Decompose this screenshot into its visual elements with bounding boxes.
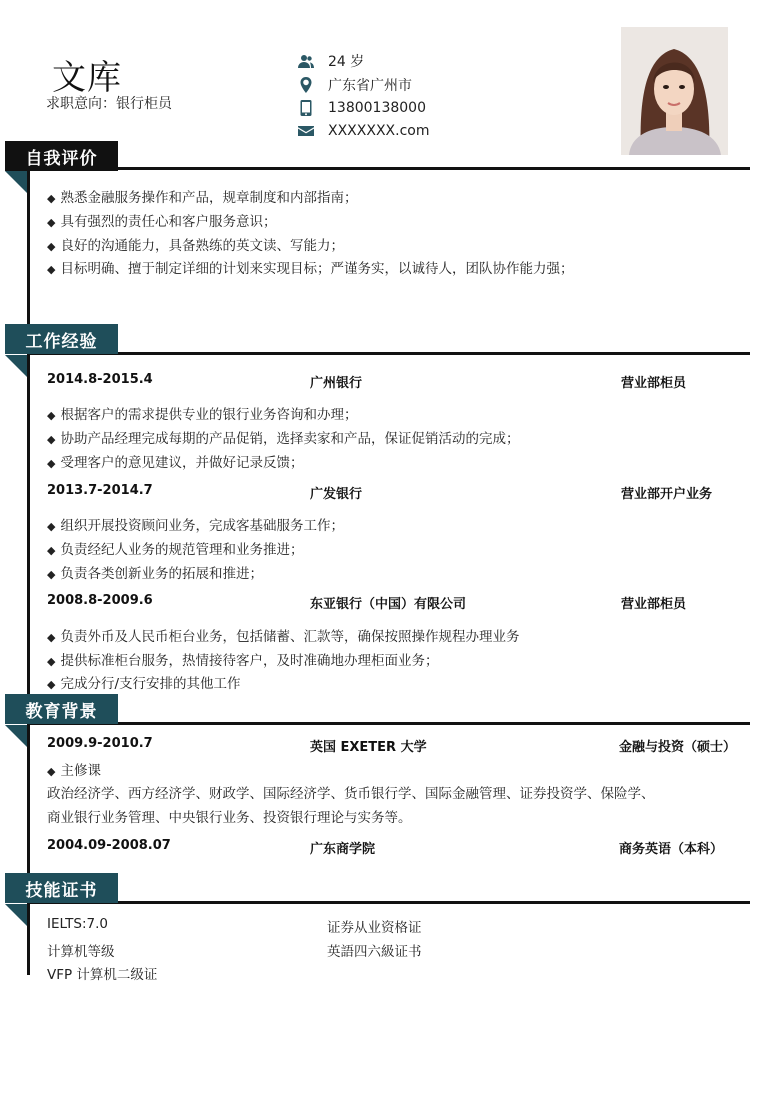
phone-text: 13800138000 <box>328 100 426 116</box>
mail-icon <box>298 123 314 139</box>
section-divider-work <box>27 352 750 355</box>
job-period: 2008.8-2009.6 <box>47 593 153 608</box>
contact-email <box>298 121 430 141</box>
profile-photo <box>621 27 728 155</box>
candidate-name: 文库 <box>52 58 122 98</box>
contact-location <box>298 75 412 95</box>
self-item-2: ◆ 具有强烈的责任心和客户服务意识； <box>47 210 276 230</box>
job-item: ◆ 根据客户的需求提供专业的银行业务咨询和办理； <box>47 403 357 423</box>
job-header <box>47 372 737 392</box>
timeline-line <box>27 165 30 975</box>
section-divider-edu <box>27 722 750 725</box>
course-line: 商业银行业务管理、中央银行业务、投资银行理论与实务等。 <box>47 810 412 826</box>
course-line: 政治经济学、西方经济学、财政学、国际经济学、货币银行学、国际金融管理、证券投资学、保险学、 <box>47 786 655 802</box>
skill-item: VFP 计算机二级证 <box>47 967 158 983</box>
section-fold-skills <box>5 904 27 926</box>
section-divider-skills <box>27 901 750 904</box>
edu-school: 英国 EXETER 大学 <box>310 740 427 755</box>
section-fold-edu <box>5 725 27 747</box>
job-org: 东亚银行（中国）有限公司 <box>310 597 467 612</box>
age-text: 24 岁 <box>328 54 365 70</box>
job-period: 2013.7-2014.7 <box>47 483 153 498</box>
location-icon <box>298 77 314 93</box>
job-header <box>47 483 737 503</box>
section-divider-self <box>27 167 750 170</box>
section-fold-work <box>5 355 27 377</box>
job-item: ◆ 协助产品经理完成每期的产品促销，选择卖家和产品，保证促销活动的完成； <box>47 427 519 447</box>
edu-header <box>47 736 737 756</box>
self-item-1: ◆ 熟悉金融服务操作和产品，规章制度和内部指南； <box>47 186 357 206</box>
edu-header <box>47 838 737 858</box>
section-title-skills: 技能证书 <box>5 873 118 903</box>
job-item: ◆ 负责外币及人民币柜台业务，包括储蓄、汇款等，确保按照操作规程办理业务 <box>47 625 519 645</box>
job-header <box>47 593 737 613</box>
job-item: ◆ 受理客户的意见建议，并做好记录反馈； <box>47 451 303 471</box>
job-role: 营业部柜员 <box>621 376 687 391</box>
section-fold-self <box>5 171 27 193</box>
job-item: ◆ 负责各类创新业务的拓展和推进； <box>47 562 263 582</box>
skill-item: IELTS:7.0 <box>47 916 109 932</box>
job-role: 营业部开户业务 <box>621 487 713 502</box>
self-item-4: ◆ 目标明确、擅于制定详细的计划来实现目标；严谨务实，以诚待人，团队协作能力强； <box>47 257 573 277</box>
job-intent: 求职意向：银行柜员 <box>46 96 172 112</box>
self-item-3: ◆ 良好的沟通能力，具备熟练的英文读、写能力； <box>47 234 344 254</box>
job-item: ◆ 组织开展投资顾问业务，完成客基础服务工作； <box>47 514 344 534</box>
contact-age <box>298 51 364 71</box>
skill-item: 计算机等级 <box>47 944 115 960</box>
edu-period: 2004.09-2008.07 <box>47 838 171 853</box>
course-title: ◆ 主修课 <box>47 759 101 779</box>
job-org: 广州银行 <box>310 376 363 391</box>
job-period: 2014.8-2015.4 <box>47 372 153 387</box>
job-item: ◆ 提供标准柜台服务，热情接待客户，及时准确地办理柜面业务； <box>47 649 438 669</box>
skill-item: 证券从业资格证 <box>327 920 422 936</box>
job-item: ◆ 负责经纪人业务的规范管理和业务推进； <box>47 538 303 558</box>
phone-icon <box>298 100 314 116</box>
edu-major: 金融与投资（硕士） <box>619 740 737 755</box>
edu-major: 商务英语（本科） <box>619 842 724 857</box>
skill-item: 英語四六級证书 <box>327 944 422 960</box>
person-icon <box>298 53 314 69</box>
edu-period: 2009.9-2010.7 <box>47 736 153 751</box>
location-text: 广东省广州市 <box>328 78 412 94</box>
section-title-work: 工作经验 <box>5 324 118 354</box>
edu-school: 广东商学院 <box>310 842 376 857</box>
section-title-self: 自我评价 <box>5 141 118 171</box>
section-title-edu: 教育背景 <box>5 694 118 724</box>
email-text: XXXXXXX.com <box>328 123 430 139</box>
job-item: ◆ 完成分行/支行安排的其他工作 <box>47 672 241 692</box>
job-org: 广发银行 <box>310 487 363 502</box>
job-role: 营业部柜员 <box>621 597 687 612</box>
contact-phone <box>298 98 426 118</box>
